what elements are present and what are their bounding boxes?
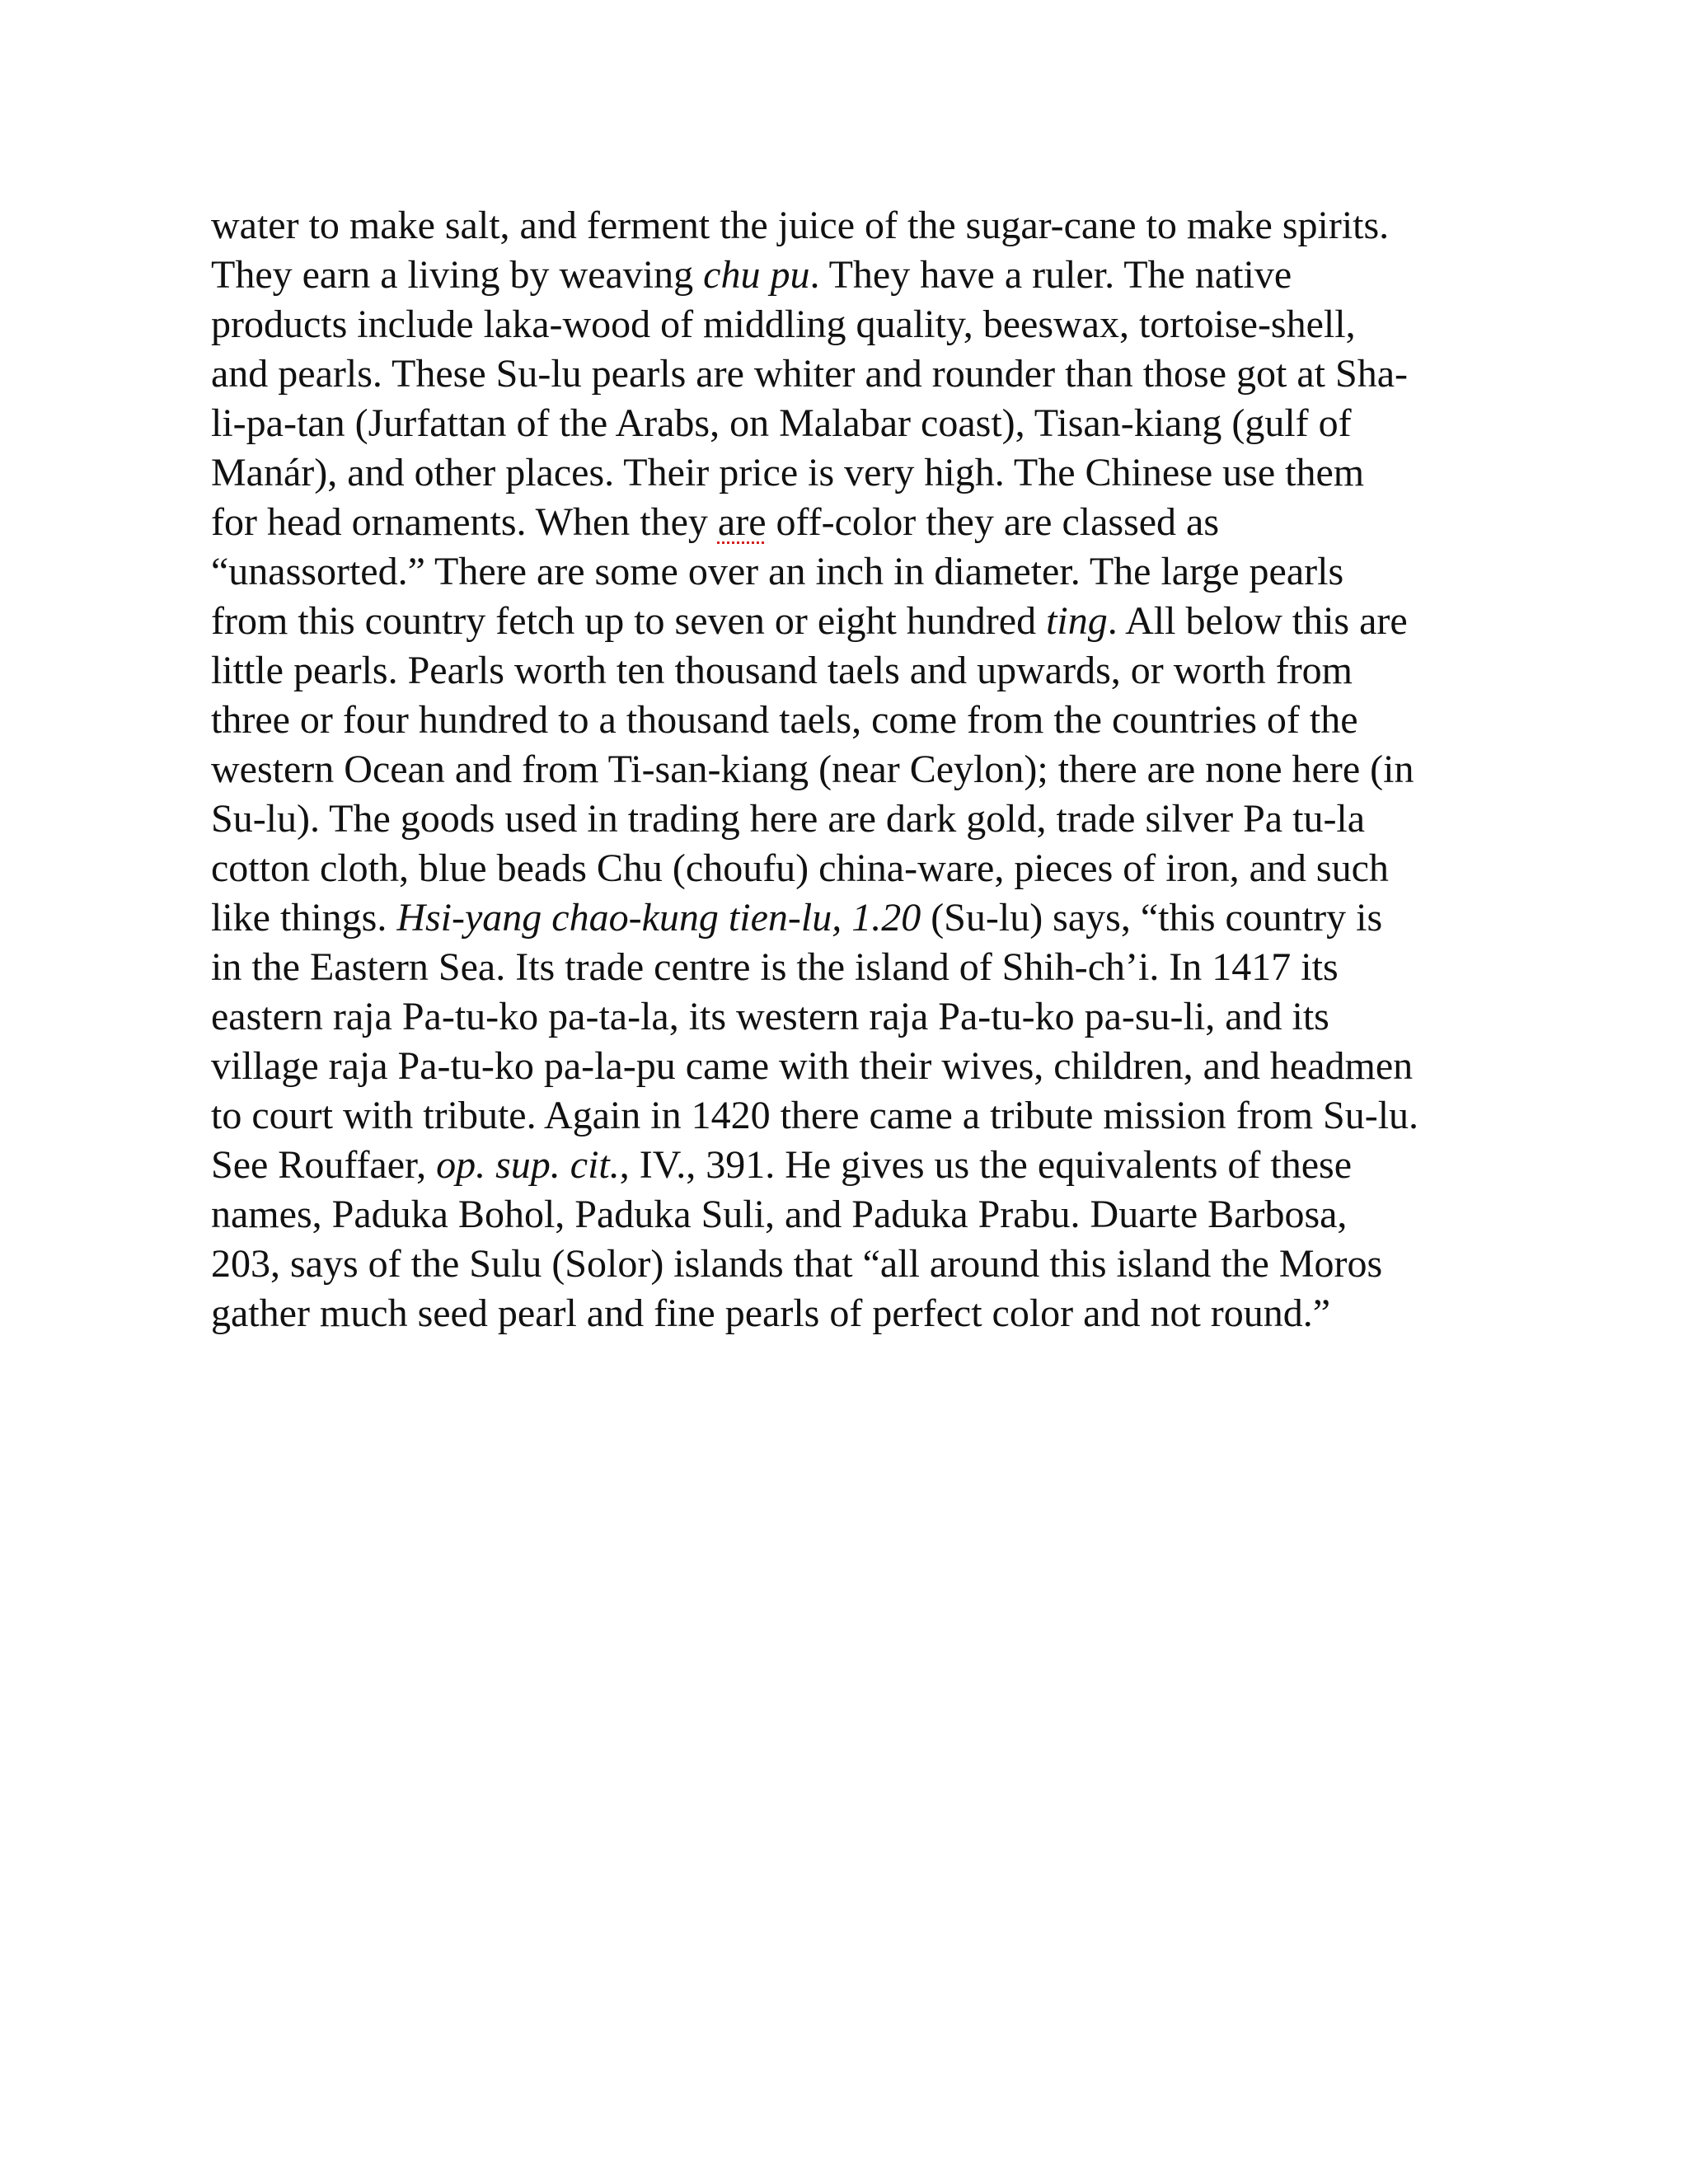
text-line (211, 992, 1497, 1042)
italic-text: ting (1046, 599, 1108, 643)
text-line (211, 646, 1497, 696)
text-run: off-color they are classed as (766, 500, 1220, 544)
text-line (211, 794, 1497, 844)
text-run: to court with tribute. Again in 1420 there came a tribute mission from Su-lu. (211, 1094, 1419, 1137)
text-line (211, 448, 1497, 498)
text-run: li-pa-tan (Jurfattan of the Arabs, on Malabar coast), Tisan-kiang (gulf of (211, 401, 1352, 445)
text-run: Manár), and other places. Their price is very high. The Chinese use them (211, 451, 1365, 494)
text-run: three or four hundred to a thousand taels, come from the countries of the (211, 698, 1358, 742)
text-run: 203, says of the Sulu (Solor) islands that “all around this island the Moros (211, 1242, 1383, 1286)
text-line (211, 547, 1497, 597)
spellcheck-flagged-word: are (717, 500, 767, 544)
text-line (211, 597, 1497, 646)
text-run: water to make salt, and ferment the juice of the sugar-cane to make spirits. (211, 204, 1390, 247)
text-run: gather much seed pearl and fine pearls of perfect color and not round.” (211, 1291, 1331, 1335)
italic-text: Hsi-yang chao-kung tien-lu, 1.20 (396, 896, 921, 940)
text-run: western Ocean and from Ti-san-kiang (near Ceylon); there are none here (in (211, 748, 1414, 791)
text-line (211, 844, 1497, 893)
text-run: in the Eastern Sea. Its trade centre is the island of Shih-ch’i. In 1417 its (211, 945, 1339, 989)
text-run: village raja Pa-tu-ko pa-la-pu came with their wives, children, and headmen (211, 1044, 1414, 1088)
italic-text: chu pu (703, 253, 810, 297)
text-run: They earn a living by weaving (211, 253, 704, 297)
text-line (211, 696, 1497, 745)
text-line (211, 893, 1497, 943)
text-run: names, Paduka Bohol, Paduka Suli, and Paduka Prabu. Duarte Barbosa, (211, 1193, 1348, 1236)
text-line (211, 1190, 1497, 1240)
text-run: from this country fetch up to seven or eight hundred (211, 599, 1047, 643)
text-run: like things. (211, 896, 397, 940)
text-line (211, 349, 1497, 399)
text-line (211, 300, 1497, 349)
text-run: and pearls. These Su-lu pearls are whiter and rounder than those got at Sha- (211, 352, 1408, 396)
text-line (211, 1091, 1497, 1141)
italic-text: op. sup. cit. (436, 1143, 620, 1187)
text-run: , IV., 391. He gives us the equivalents of these (619, 1143, 1353, 1187)
text-line (211, 1240, 1497, 1289)
text-run: products include laka-wood of middling quality, beeswax, tortoise-shell, (211, 302, 1356, 346)
text-line (211, 498, 1497, 547)
text-line (211, 399, 1497, 448)
text-run: for head ornaments. When they (211, 500, 718, 544)
text-line (211, 943, 1497, 992)
text-line (211, 251, 1497, 300)
text-line (211, 1042, 1497, 1091)
text-run: eastern raja Pa-tu-ko pa-ta-la, its western raja Pa-tu-ko pa-su-li, and its (211, 995, 1329, 1038)
text-line (211, 201, 1497, 251)
text-run: cotton cloth, blue beads Chu (choufu) china-ware, pieces of iron, and such (211, 846, 1389, 890)
text-run: little pearls. Pearls worth ten thousand taels and upwards, or worth from (211, 649, 1353, 692)
text-run: . They have a ruler. The native (809, 253, 1292, 297)
text-run: See Rouffaer, (211, 1143, 437, 1187)
text-line (211, 1289, 1497, 1338)
text-line (211, 745, 1497, 794)
text-run: Su-lu). The goods used in trading here are dark gold, trade silver Pa tu-la (211, 797, 1366, 841)
body-paragraph (211, 201, 1497, 1338)
text-run: (Su-lu) says, “this country is (921, 896, 1383, 940)
text-run: “unassorted.” There are some over an inch in diameter. The large pearls (211, 550, 1344, 593)
text-line (211, 1141, 1497, 1190)
text-run: . All below this are (1107, 599, 1408, 643)
